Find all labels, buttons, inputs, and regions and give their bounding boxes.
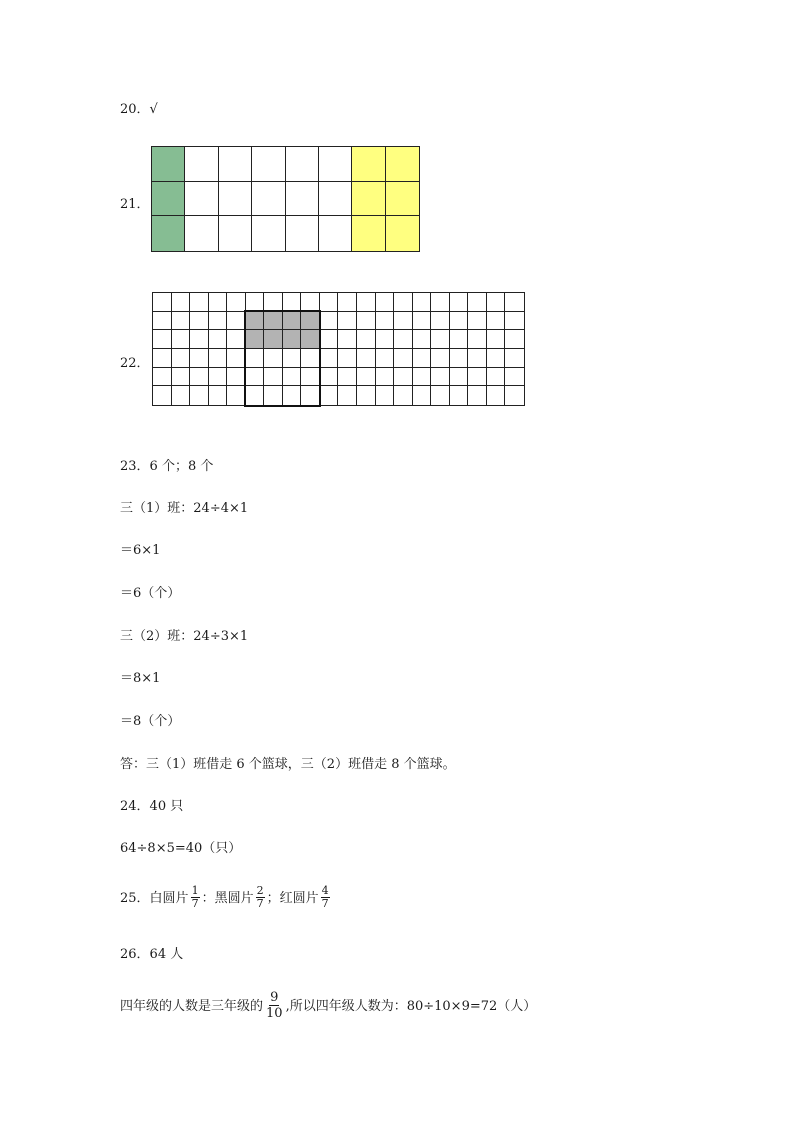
q22-grid-cell [153, 293, 172, 312]
q21-grid-cell [319, 216, 352, 251]
q21-grid-cell [219, 147, 252, 182]
q22-grid-cell [227, 349, 246, 368]
red-chip-label: 红圆片 [279, 891, 319, 906]
q21-grid-cell [252, 216, 285, 251]
q22-grid-cell [301, 293, 320, 312]
q22-grid-cell [394, 312, 413, 331]
q22-grid-cell [450, 386, 469, 405]
q21-grid-cell [219, 182, 252, 217]
q22-grid-cell [394, 368, 413, 387]
q22-grid-cell [190, 386, 209, 405]
q21-grid-cell [286, 182, 319, 217]
q22-grid-cell [227, 330, 246, 349]
q22-grid-cell [487, 368, 506, 387]
q22-grid-cell [431, 312, 450, 331]
q23-line-3: ＝6（个） [120, 586, 181, 601]
q26-text-pre: 四年级的人数是三年级的 [120, 999, 264, 1014]
q22-grid-cell [468, 312, 487, 331]
fraction-denominator: 7 [321, 897, 329, 910]
q25-number: 25． [120, 891, 150, 906]
white-chip-fraction [191, 885, 200, 910]
q22-grid-cell [172, 330, 191, 349]
q26-title: 26．64 人 [120, 947, 184, 962]
q21-grid-cell [386, 182, 419, 217]
q22-grid-cell [505, 330, 524, 349]
q22-grid-cell [209, 368, 228, 387]
q22-grid-cell [431, 330, 450, 349]
q22-grid-cell [487, 312, 506, 331]
q22-grid-cell [227, 312, 246, 331]
q22-grid-cell [153, 368, 172, 387]
q22-grid-cell [190, 293, 209, 312]
q22-grid-cell [338, 293, 357, 312]
q22-grid-cell [394, 330, 413, 349]
q23-line-6: ＝8（个） [120, 714, 181, 729]
fraction-numerator: 4 [321, 884, 329, 897]
q22-grid-cell [468, 330, 487, 349]
q22-grid-cell [450, 349, 469, 368]
q21-grid-cell [386, 147, 419, 182]
q22-grid-cell [413, 386, 432, 405]
q21-grid-cell [286, 147, 319, 182]
q21-grid-cell [185, 182, 218, 217]
red-chip-fraction [321, 885, 330, 910]
q26-fraction [265, 990, 284, 1021]
white-chip-label: 白圆片 [149, 891, 189, 906]
q22-grid-cell [450, 312, 469, 331]
q22-grid-cell [413, 293, 432, 312]
q21-grid-cell [352, 216, 385, 251]
q21-grid-cell [252, 182, 285, 217]
q22-grid-cell [505, 349, 524, 368]
q22-grid-cell [338, 312, 357, 331]
q22-grid-cell [320, 368, 339, 387]
q22-grid-cell [172, 386, 191, 405]
q22-grid-cell [338, 330, 357, 349]
q21-number: 21． [120, 197, 150, 212]
q21-grid-cell [185, 147, 218, 182]
q22-grid-cell [227, 293, 246, 312]
q20-line [120, 101, 158, 119]
q22-grid-cell [357, 368, 376, 387]
q22-grid-cell [376, 368, 395, 387]
q21-grid-cell [252, 147, 285, 182]
q22-grid-cell [468, 349, 487, 368]
q22-grid-cell [357, 293, 376, 312]
q22-grid-cell [450, 368, 469, 387]
q22-grid-cell [153, 312, 172, 331]
q22-grid-cell [264, 293, 283, 312]
fraction-numerator: 2 [256, 884, 264, 897]
q21-grid-cell [286, 216, 319, 251]
q22-grid-cell [320, 386, 339, 405]
q22-number: 22． [120, 356, 150, 371]
q22-grid-cell [413, 330, 432, 349]
q21-grid [151, 146, 420, 252]
q23-line-5: ＝8×1 [120, 671, 161, 686]
fraction-denominator: 7 [191, 897, 199, 910]
q22-grid-cell [413, 368, 432, 387]
q22-grid-cell [227, 368, 246, 387]
fraction-numerator: 1 [191, 884, 199, 897]
q22-grid-cell [209, 330, 228, 349]
q22-grid-cell [338, 368, 357, 387]
q22-grid-cell [431, 293, 450, 312]
q22-grid-cell [505, 293, 524, 312]
q22-grid-cell [505, 368, 524, 387]
q22-grid-cell [357, 349, 376, 368]
q22-grid-cell [209, 386, 228, 405]
q22-grid-cell [209, 349, 228, 368]
separator: ： [201, 891, 215, 906]
q22-grid-cell [394, 349, 413, 368]
q22-grid-cell [487, 293, 506, 312]
q22-grid-cell [246, 293, 265, 312]
fraction-numerator: 9 [270, 990, 279, 1005]
q22-grid-cell [338, 386, 357, 405]
q22-grid-cell [172, 293, 191, 312]
q22-grid-cell [283, 293, 302, 312]
q22-grid-cell [153, 330, 172, 349]
q21-grid-cell [352, 182, 385, 217]
q22-grid-cell [227, 386, 246, 405]
q22-grid-cell [338, 349, 357, 368]
q22-grid-cell [505, 386, 524, 405]
q22-grid-cell [320, 349, 339, 368]
q21-grid-cell [319, 182, 352, 217]
separator: ； [266, 891, 280, 906]
q22-grid-cell [153, 349, 172, 368]
q22-grid-cell [357, 386, 376, 405]
q22-grid-cell [376, 312, 395, 331]
q22-grid-cell [376, 349, 395, 368]
q21-grid-cell [152, 182, 185, 217]
q26-text-post: ,所以四年级人数为：80÷10×9=72（人） [285, 999, 537, 1014]
q22-figure [152, 292, 525, 406]
q23-title: 23．6 个；8 个 [120, 459, 214, 474]
q20-number: 20． [120, 102, 150, 117]
q21-grid-cell [386, 216, 419, 251]
q22-grid-cell [450, 293, 469, 312]
q22-grid-cell [209, 312, 228, 331]
q22-grid-cell [468, 368, 487, 387]
q22-grid-cell [394, 386, 413, 405]
q23-line-4: 三（2）班：24÷3×1 [120, 629, 249, 644]
q22-grid-cell [431, 368, 450, 387]
q23-line-1: 三（1）班：24÷4×1 [120, 501, 249, 516]
q22-grid-cell [450, 330, 469, 349]
q22-grid-cell [190, 368, 209, 387]
q22-grid-cell [468, 293, 487, 312]
q22-grid-cell [468, 386, 487, 405]
black-chip-fraction [256, 885, 265, 910]
q22-grid-cell [153, 386, 172, 405]
q22-grid-cell [172, 312, 191, 331]
q22-grid-cell [190, 312, 209, 331]
q22-grid-cell [431, 349, 450, 368]
q26-explanation [120, 990, 536, 1024]
q22-bold-rectangle [244, 310, 321, 407]
q21-grid-cell [185, 216, 218, 251]
q20-answer: √ [149, 102, 158, 117]
q22-grid [152, 292, 525, 406]
q22-grid-cell [320, 293, 339, 312]
q22-grid-cell [487, 330, 506, 349]
q22-grid-cell [357, 312, 376, 331]
q22-grid-cell [190, 330, 209, 349]
q22-grid-cell [376, 386, 395, 405]
q21-grid-cell [319, 147, 352, 182]
q22-grid-cell [172, 368, 191, 387]
q22-grid-cell [487, 349, 506, 368]
q22-grid-cell [413, 312, 432, 331]
black-chip-label: 黑圆片 [214, 891, 254, 906]
q22-grid-cell [190, 349, 209, 368]
q22-grid-cell [209, 293, 228, 312]
q22-grid-cell [413, 349, 432, 368]
q22-grid-cell [320, 312, 339, 331]
q22-grid-cell [357, 330, 376, 349]
q22-grid-cell [487, 386, 506, 405]
q24-calc: 64÷8×5=40（只） [120, 841, 242, 856]
q22-grid-cell [376, 330, 395, 349]
q21-grid-cell [219, 216, 252, 251]
fraction-denominator: 10 [266, 1006, 283, 1021]
q22-grid-cell [320, 330, 339, 349]
q21-grid-cell [352, 147, 385, 182]
q23-line-2: ＝6×1 [120, 543, 161, 558]
q22-grid-cell [376, 293, 395, 312]
q22-grid-cell [394, 293, 413, 312]
q25-line [120, 886, 332, 912]
q21-grid-cell [152, 216, 185, 251]
q22-grid-cell [505, 312, 524, 331]
q24-title: 24．40 只 [120, 799, 184, 814]
q22-grid-cell [172, 349, 191, 368]
q23-answer: 答：三（1）班借走 6 个篮球，三（2）班借走 8 个篮球。 [120, 757, 456, 772]
q22-grid-cell [431, 386, 450, 405]
fraction-denominator: 7 [256, 897, 264, 910]
q21-grid-cell [152, 147, 185, 182]
